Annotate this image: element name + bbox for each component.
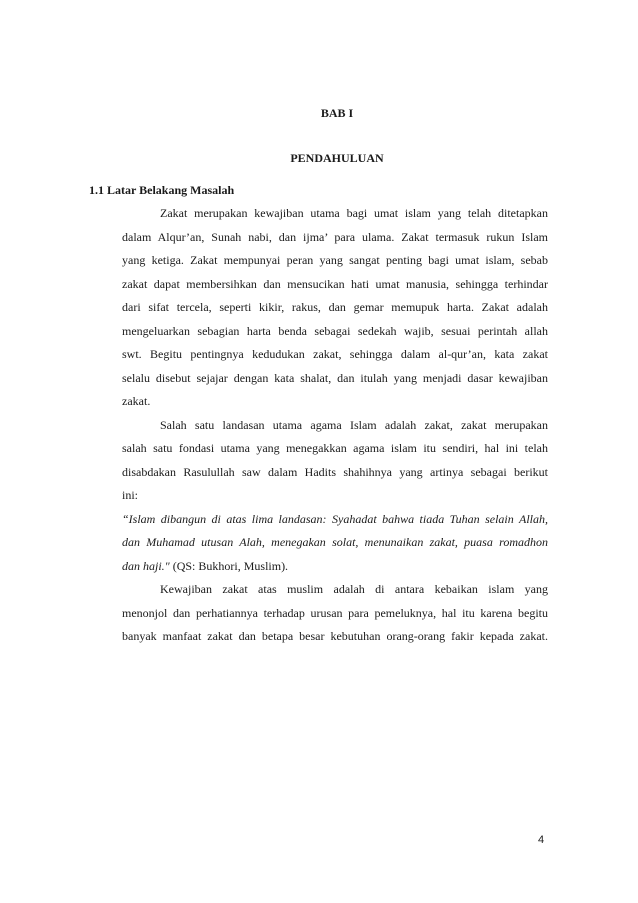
hadith-quote-line: [122, 555, 548, 579]
paragraph-1-line: zakat dapat membersihkan dan mensucikan hati umat manusia, sehingga terhindar: [122, 276, 548, 291]
paragraph-1-line: selalu disebut sejajar dengan kata shalat, dan itulah yang menjadi dasar kewajiban: [122, 370, 548, 385]
paragraph-3-line: Kewajiban zakat atas muslim adalah di antara kebaikan islam yang: [160, 582, 548, 596]
section-heading: 1.1 Latar Belakang Masalah: [89, 183, 235, 197]
paragraph-1-line: yang ketiga. Zakat mempunyai peran yang sangat penting bagi umat islam, sebab: [122, 253, 548, 267]
chapter-title: PENDAHULUAN: [290, 151, 384, 165]
paragraph-2-line: ini:: [122, 488, 139, 502]
hadith-citation: (QS: Bukhori, Muslim).: [169, 558, 289, 573]
paragraph-1-line: swt. Begitu pentingnya kedudukan zakat, sehingga dalam al-qur’an, kata zakat: [122, 347, 548, 361]
paragraph-1-line: mengeluarkan sebagian harta benda sebagai sedekah wajib, sesuai perintah allah: [122, 323, 548, 338]
paragraph-1-line: Zakat merupakan kewajiban utama bagi umat islam yang telah ditetapkan: [160, 206, 548, 220]
hadith-quote-line: dan Muhamad utusan Alah, menegakan solat, menunaikan zakat, puasa romadhon: [122, 535, 548, 549]
paragraph-3-line: menonjol dan perhatiannya terhadap urusan para pemeluknya, hal itu karena begitu: [122, 605, 548, 620]
chapter-number: BAB I: [320, 106, 354, 120]
hadith-quote-line: “Islam dibangun di atas lima landasan: Syahadat bahwa tiada Tuhan selain Allah,: [122, 511, 548, 526]
paragraph-2-line: salah satu fondasi utama yang menegakkan agama islam itu sendiri, hal ini telah: [122, 441, 548, 455]
page-number: 4: [538, 834, 545, 846]
paragraph-3-line: banyak manfaat zakat dan betapa besar kebutuhan orang-orang fakir kepada zakat.: [122, 629, 548, 643]
body-text: [122, 202, 548, 649]
paragraph-1-line: dalam Alqur’an, Sunah nabi, dan ijma’ para ulama. Zakat termasuk rukun Islam: [122, 229, 548, 244]
paragraph-1-line: dari sifat tercela, seperti kikir, rakus, dan gemar memupuk harta. Zakat adalah: [122, 300, 548, 314]
hadith-quote-end: dan haji.": [122, 558, 170, 573]
paragraph-2-line: disabdakan Rasulullah saw dalam Hadits shahihnya yang artinya sebagai berikut: [122, 464, 548, 479]
paragraph-1-line: zakat.: [122, 394, 151, 408]
paragraph-2-line: Salah satu landasan utama agama Islam adalah zakat, zakat merupakan: [160, 417, 548, 432]
